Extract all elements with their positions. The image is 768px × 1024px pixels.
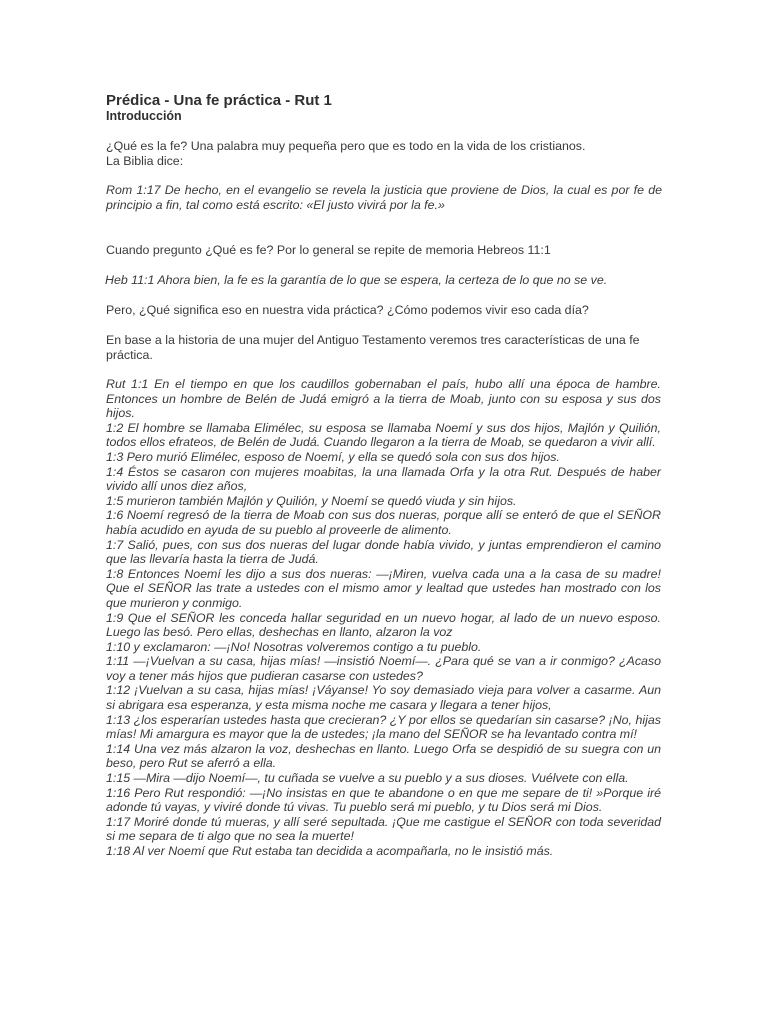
question-paragraph: Pero, ¿Qué significa eso en nuestra vida práctica? ¿Cómo podemos vivir eso cada día?: [106, 303, 589, 317]
verse: 1:14 Una vez más alzaron la voz, deshechas en llanto. Luego Orfa se despidió de su suegra con un beso, pero Rut se aferró a ella.: [106, 741, 661, 771]
verse: 1:10 y exclamaron: —¡No! Nosotras volveremos contigo a tu pueblo.: [106, 639, 482, 654]
section-heading: Introducción: [106, 109, 182, 123]
document-title: Prédica - Una fe práctica - Rut 1: [106, 92, 332, 109]
verse: Rut 1:1 En el tiempo en que los caudillos gobernaban el país, hubo allí una época de hambre. Entonces un hombre de Belén de Judá emigró a la tierra de Moab, junto con su esposa y sus dos hijos.: [106, 377, 661, 421]
verse: 1:8 Entonces Noemí les dijo a sus dos nueras: —¡Miren, vuelva cada una a la casa de su madre! Que el SEÑOR las trate a ustedes con el mismo amor y lealtad que ustedes han mostrado con los que murieron y conmigo.: [106, 566, 661, 610]
verse: 1:6 Noemí regresó de la tierra de Moab con sus dos nueras, porque allí se enteró de que el SEÑOR había acudido en ayuda de su pueblo al proveerle de alimento.: [106, 508, 661, 537]
question-paragraph: Cuando pregunto ¿Qué es fe? Por lo general se repite de memoria Hebreos 11:1: [106, 243, 551, 257]
verse: 1:2 El hombre se llamaba Elimélec, su esposa se llamaba Noemí y sus dos hijos, Majlón y Quilión, todos ellos efrateos, de Belén de Judá. Cuando llegaron a la tierra de Moab, se quedaron a vivir allí.: [106, 420, 661, 450]
intro-line: La Biblia dice:: [106, 153, 184, 168]
verse: 1:15 —Mira —dijo Noemí—, tu cuñada se vuelve a su pueblo y a sus dioses. Vuélvete con ella.: [106, 771, 629, 786]
verse: 1:9 Que el SEÑOR les conceda hallar seguridad en un nuevo hogar, al lado de un nuevo esposo. Luego las besó. Pero ellas, deshechas en llanto, alzaron la voz: [106, 610, 661, 640]
intro-paragraph: [106, 139, 662, 168]
rom-quote: Rom 1:17 De hecho, en el evangelio se revela la justicia que proviene de Dios, la cual es por fe de principio a fin, tal como está escrito: «El justo vivirá por la fe.»: [106, 183, 662, 212]
verse: 1:3 Pero murió Elimélec, esposo de Noemí, y ella se quedó sola con sus dos hijos.: [106, 449, 560, 464]
verse: 1:16 Pero Rut respondió: —¡No insistas en que te abandone o en que me separe de ti! »Porque iré adonde tú vayas, y viviré donde tú vivas. Tu pueblo será mi pueblo, y tu Dios será mi Dios.: [106, 785, 661, 815]
verse: 1:18 Al ver Noemí que Rut estaba tan decidida a acompañarla, no le insistió más.: [106, 844, 554, 858]
context-paragraph: En base a la historia de una mujer del Antiguo Testamento veremos tres características de una fe práctica.: [106, 333, 640, 362]
verse-list: [106, 377, 661, 859]
verse: 1:5 murieron también Majlón y Quilión, y Noemí se quedó viuda y sin hijos.: [106, 493, 517, 508]
intro-line: ¿Qué es la fe? Una palabra muy pequeña pero que es todo en la vida de los cristianos.: [106, 139, 586, 153]
heb-quote: Heb 11:1 Ahora bien, la fe es la garantía de lo que se espera, la certeza de lo que no se ve.: [105, 273, 608, 287]
verse: 1:13 ¿los esperarían ustedes hasta que crecieran? ¿Y por ellos se quedarían sin casarse? ¡No, hijas mías! Mi amargura es mayor que la de ustedes; ¡la mano del SEÑOR se ha levantado contra mí!: [106, 712, 661, 742]
verse: 1:4 Éstos se casaron con mujeres moabitas, la una llamada Orfa y la otra Rut. Después de haber vivido allí unos diez años,: [106, 464, 661, 494]
verse: 1:17 Moriré donde tú mueras, y allí seré sepultada. ¡Que me castigue el SEÑOR con toda severidad si me separa de ti algo que no sea la muerte!: [106, 814, 661, 844]
verse: 1:7 Salió, pues, con sus dos nueras del lugar donde había vivido, y juntas emprendieron el camino que las llevaría hasta la tierra de Judá.: [106, 537, 661, 567]
verse: 1:12 ¡Vuelvan a su casa, hijas mías! ¡Váyanse! Yo soy demasiado vieja para volver a casarme. Aun si abrigara esa esperanza, y esta misma noche me casara y llegara a tener hijos,: [106, 683, 661, 713]
verse: 1:11 —¡Vuelvan a su casa, hijas mías! —insistió Noemí—. ¿Para qué se van a ir conmigo? ¿Acaso voy a tener más hijos que pudieran casarse con ustedes?: [106, 654, 661, 683]
